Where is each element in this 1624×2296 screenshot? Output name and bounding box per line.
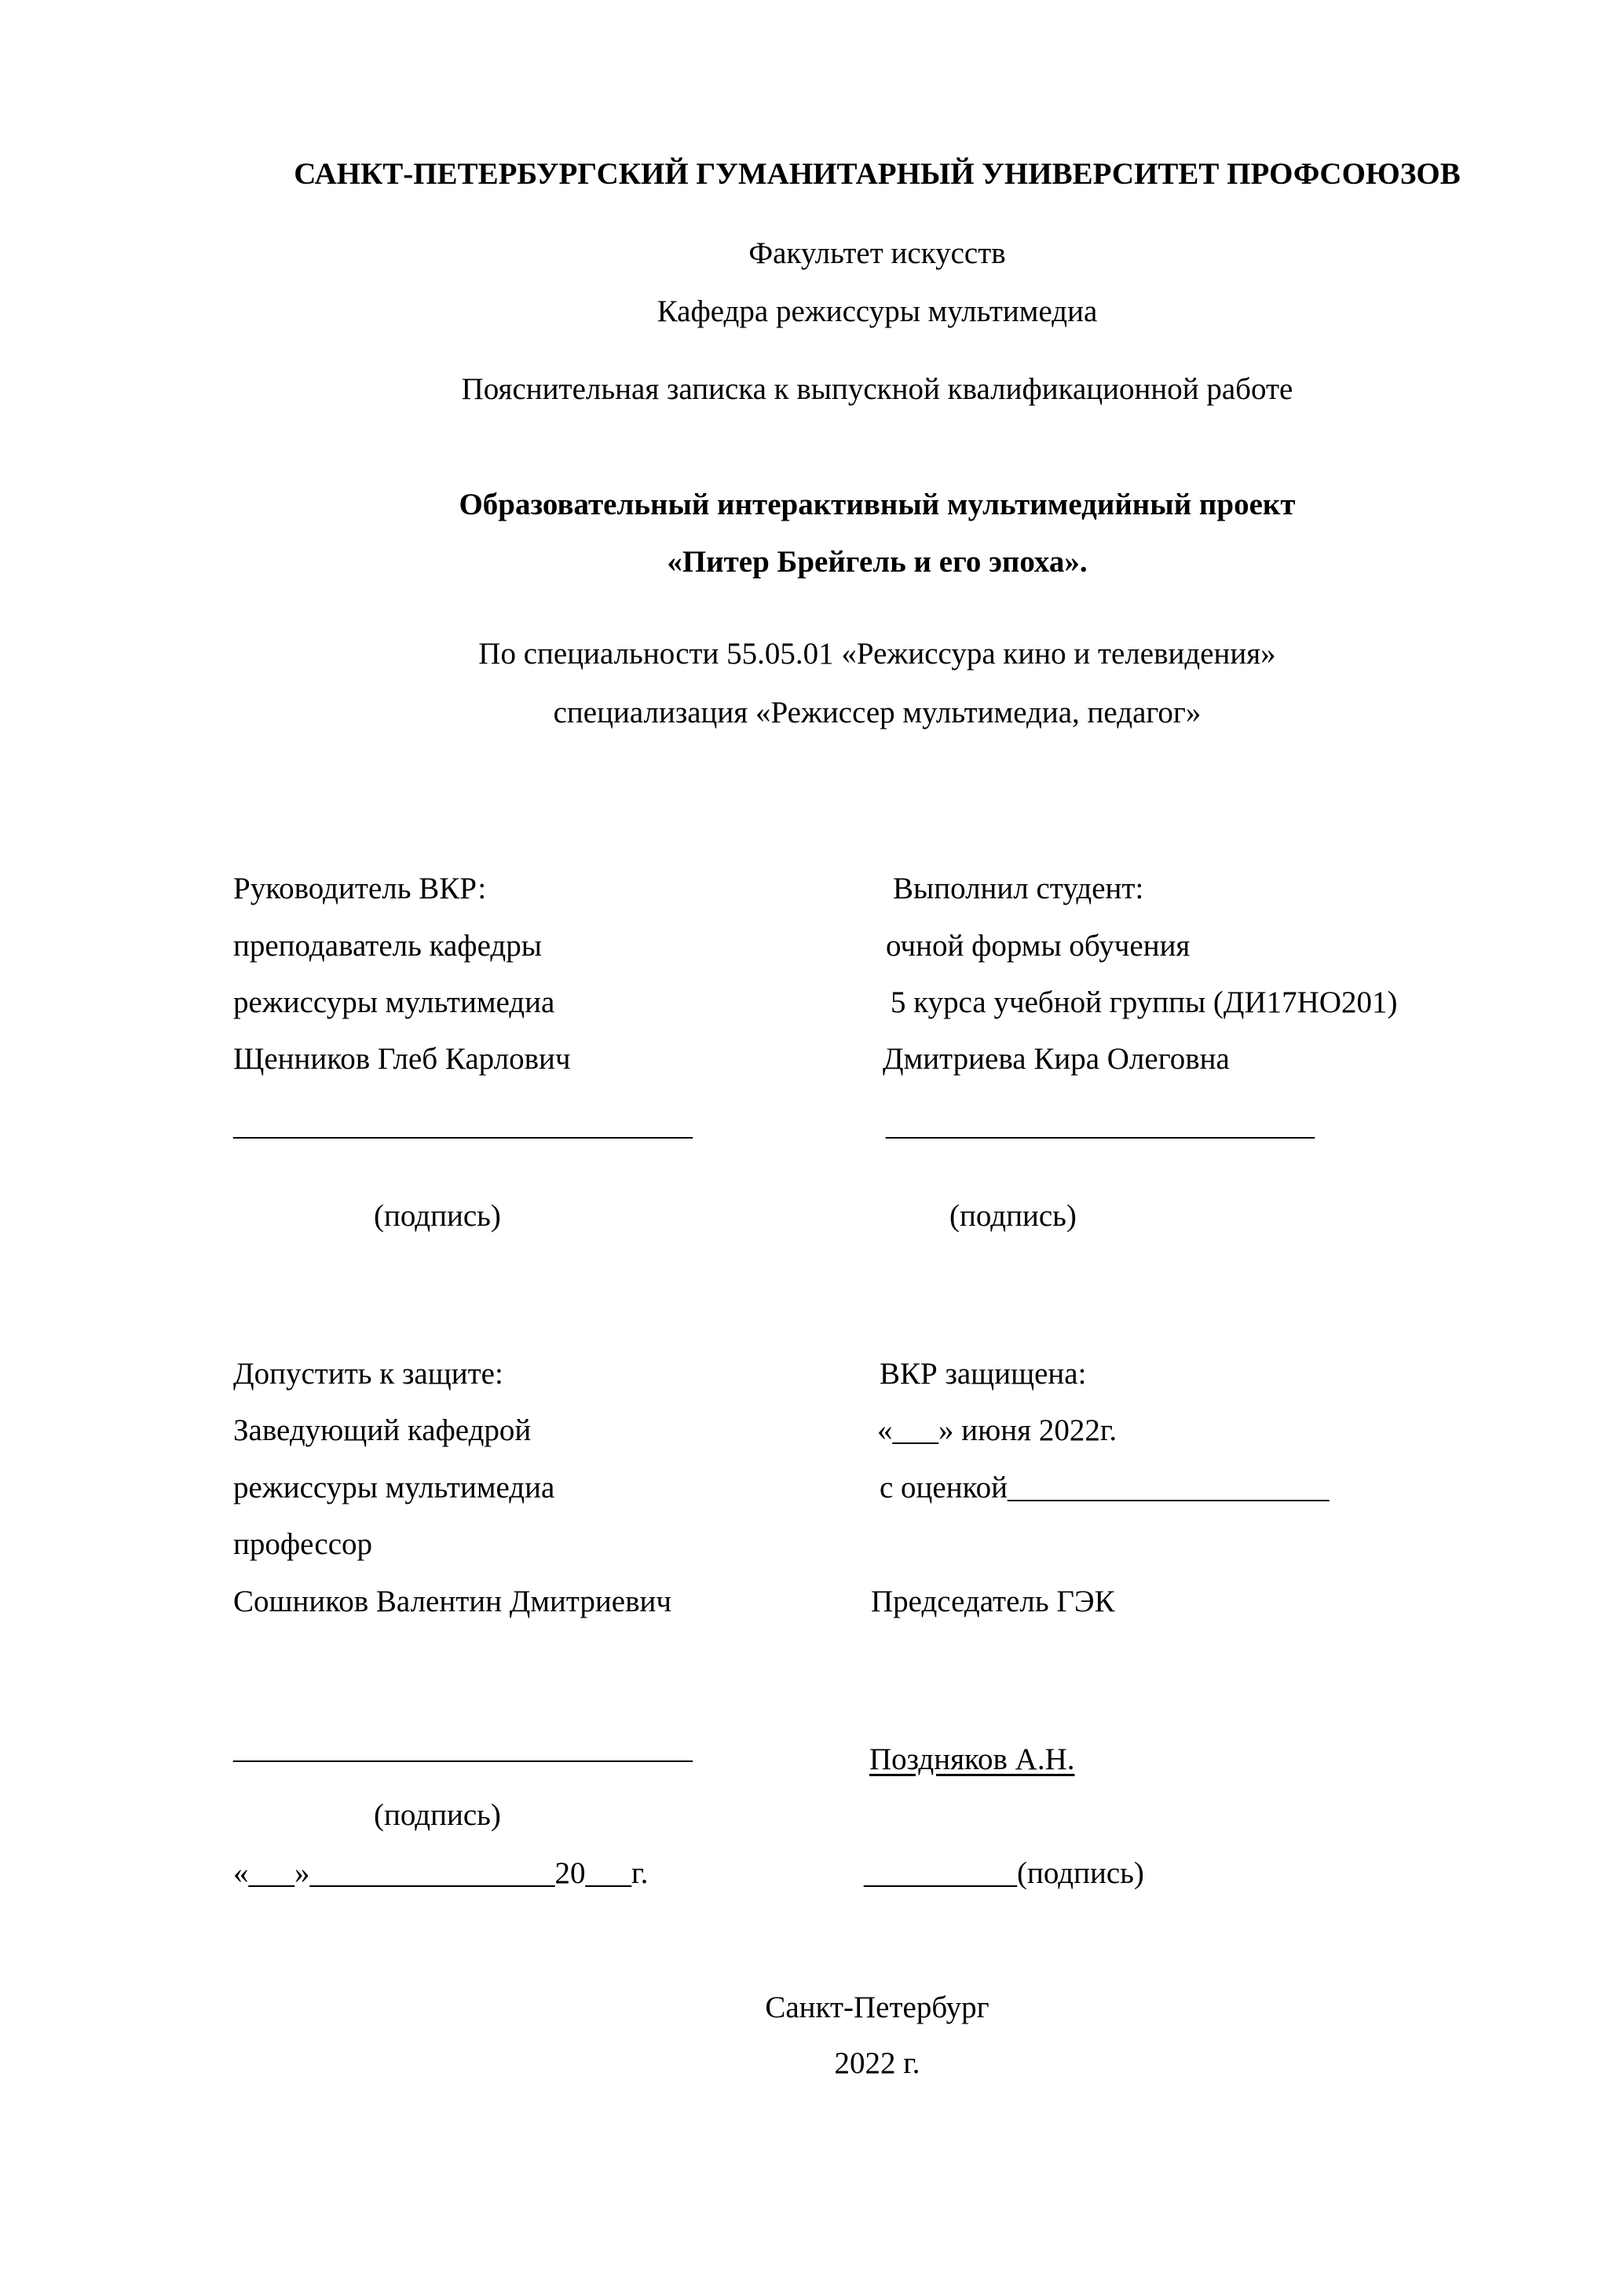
- admission-date-line: «___»________________20___г.: [233, 1856, 649, 1890]
- admission-title: профессор: [233, 1527, 373, 1561]
- document-type: Пояснительная записка к выпускной квалификационной работе: [461, 372, 1293, 406]
- faculty: Факультет искусств: [748, 236, 1006, 270]
- admission-name: Сошников Валентин Дмитриевич: [233, 1585, 672, 1618]
- defense-date: «___» июня 2022г.: [877, 1413, 1117, 1447]
- defense-chair-name: Поздняков А.Н.: [869, 1742, 1075, 1776]
- project-title-line1: Образовательный интерактивный мультимедийный проект: [459, 488, 1296, 521]
- supervisor-department: режиссуры мультимедиа: [233, 985, 555, 1019]
- admission-heading: Допустить к защите:: [233, 1357, 503, 1391]
- defense-heading: ВКР защищена:: [880, 1357, 1087, 1391]
- department: Кафедра режиссуры мультимедиа: [657, 294, 1098, 328]
- student-study-form: очной формы обучения: [886, 929, 1191, 963]
- specialty-line1: По специальности 55.05.01 «Режиссура кино и телевидения»: [478, 637, 1276, 671]
- city: Санкт-Петербург: [765, 1991, 989, 2024]
- supervisor-signature-line: ______________________________: [233, 1108, 693, 1142]
- defense-chair-signature: __________(подпись): [864, 1856, 1144, 1890]
- student-heading: Выполнил студент:: [893, 872, 1144, 905]
- defense-grade: с оценкой_____________________: [880, 1471, 1330, 1504]
- supervisor-position: преподаватель кафедры: [233, 929, 542, 963]
- supervisor-signature-label: (подпись): [374, 1199, 501, 1233]
- student-signature-label: (подпись): [949, 1199, 1077, 1233]
- defense-chair-title: Председатель ГЭК: [871, 1585, 1115, 1618]
- supervisor-heading: Руководитель ВКР:: [233, 872, 487, 905]
- university-name: САНКТ-ПЕТЕРБУРГСКИЙ ГУМАНИТАРНЫЙ УНИВЕРСИТЕТ ПРОФСОЮЗОВ: [294, 157, 1461, 191]
- admission-position: Заведующий кафедрой: [233, 1413, 532, 1447]
- specialty-line2: специализация «Режиссер мультимедиа, педагог»: [553, 696, 1202, 729]
- year: 2022 г.: [834, 2046, 920, 2080]
- supervisor-name: Щенников Глеб Карлович: [233, 1042, 571, 1076]
- admission-department: режиссуры мультимедиа: [233, 1471, 555, 1504]
- project-title-line2: «Питер Брейгель и его эпоха».: [667, 545, 1088, 579]
- student-group: 5 курса учебной группы (ДИ17НО201): [891, 985, 1398, 1019]
- student-name: Дмитриева Кира Олеговна: [883, 1042, 1230, 1076]
- admission-signature-line: ______________________________: [233, 1731, 693, 1765]
- student-signature-line: ____________________________: [886, 1108, 1315, 1142]
- admission-signature-label: (подпись): [374, 1798, 501, 1832]
